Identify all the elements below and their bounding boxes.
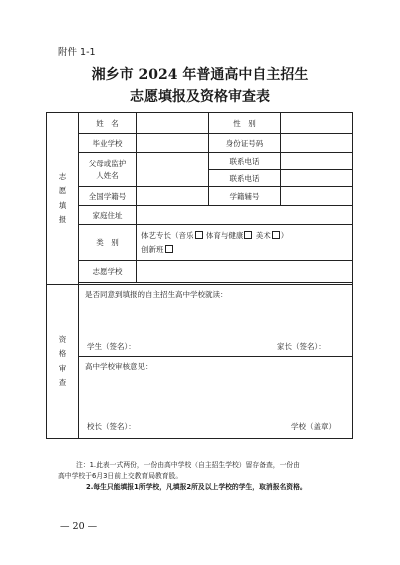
category-close-paren: ） xyxy=(280,231,289,240)
value-student-num[interactable] xyxy=(281,187,353,206)
form-title-line-1: 湘乡市 2024 年普通高中自主招生 xyxy=(91,67,309,83)
notes-block xyxy=(58,460,356,494)
art-option-label: 美术 xyxy=(253,231,271,240)
label-guardian xyxy=(79,153,137,187)
label-student-id: 全国学籍号 xyxy=(79,187,137,206)
note-1-line-1: 注：1.此表一式两份，一份由高中学校（自主招生学校）留存备查，一份由 xyxy=(76,461,300,469)
music-checkbox[interactable] xyxy=(195,231,203,239)
value-address[interactable] xyxy=(137,206,353,225)
label-phone-1: 联系电话 xyxy=(209,153,281,170)
label-school: 毕业学校 xyxy=(79,134,137,153)
label-guardian-text: 父母或监护 人姓名 xyxy=(88,158,127,180)
value-phone-1[interactable] xyxy=(281,153,353,170)
page-number: — 20 — xyxy=(60,521,98,532)
label-category: 类 别 xyxy=(79,225,137,261)
attachment-label: 附件 1-1 xyxy=(58,47,96,58)
consent-question: 是否同意到填报的自主招生高中学校就读： xyxy=(85,290,228,299)
value-phone-2[interactable] xyxy=(281,170,353,187)
label-gender: 性 别 xyxy=(209,113,281,134)
value-school[interactable] xyxy=(137,134,209,153)
student-signature-label: 学生（签名）： xyxy=(87,342,136,351)
value-name[interactable] xyxy=(137,113,209,134)
value-guardian[interactable] xyxy=(137,153,209,187)
label-volunteer-school: 志愿学校 xyxy=(79,261,137,283)
value-id-number[interactable] xyxy=(281,134,353,153)
innovation-class-label: 创新班 xyxy=(141,244,164,254)
school-opinion-label: 高中学校审核意见： xyxy=(85,362,153,371)
label-name: 姓 名 xyxy=(79,113,137,134)
label-phone-2: 联系电话 xyxy=(209,170,281,187)
value-volunteer-school[interactable] xyxy=(137,261,353,283)
principal-signature-label: 校长（签名）： xyxy=(87,422,136,431)
note-2: 2.每生只能填报1所学校，凡填报2所及以上学校的学生，取消报名资格。 xyxy=(86,483,307,492)
registration-form-table xyxy=(46,112,353,439)
label-address: 家庭住址 xyxy=(79,206,137,225)
category-arts-label: 体艺专长（音乐 xyxy=(141,231,194,240)
section-label-qualification xyxy=(47,285,79,439)
school-review-cell xyxy=(79,357,353,439)
note-1-line-2: 高中学校于6月3日前上交教育局教育股。 xyxy=(58,472,183,481)
value-gender[interactable] xyxy=(281,113,353,134)
sport-checkbox[interactable] xyxy=(244,231,252,239)
label-id-number: 身份证号码 xyxy=(209,134,281,153)
form-title-line-2: 志愿填报及资格审查表 xyxy=(130,89,270,105)
parent-signature-label: 家长（签名）： xyxy=(277,342,326,351)
section-label-qualification-text: 资 格 审 查 xyxy=(58,335,67,387)
art-checkbox[interactable] xyxy=(272,231,280,239)
school-seal-label: 学校（盖章） xyxy=(291,422,336,431)
section-label-volunteer-text: 志 愿 填 报 xyxy=(58,172,67,224)
innovation-class-checkbox[interactable] xyxy=(165,245,173,253)
sport-option-label: 体育与健康 xyxy=(203,231,244,240)
value-student-id[interactable] xyxy=(137,187,209,206)
category-options xyxy=(137,225,353,261)
section-label-volunteer xyxy=(47,113,79,285)
student-consent-cell xyxy=(79,285,353,357)
label-student-num: 学籍辅号 xyxy=(209,187,281,206)
